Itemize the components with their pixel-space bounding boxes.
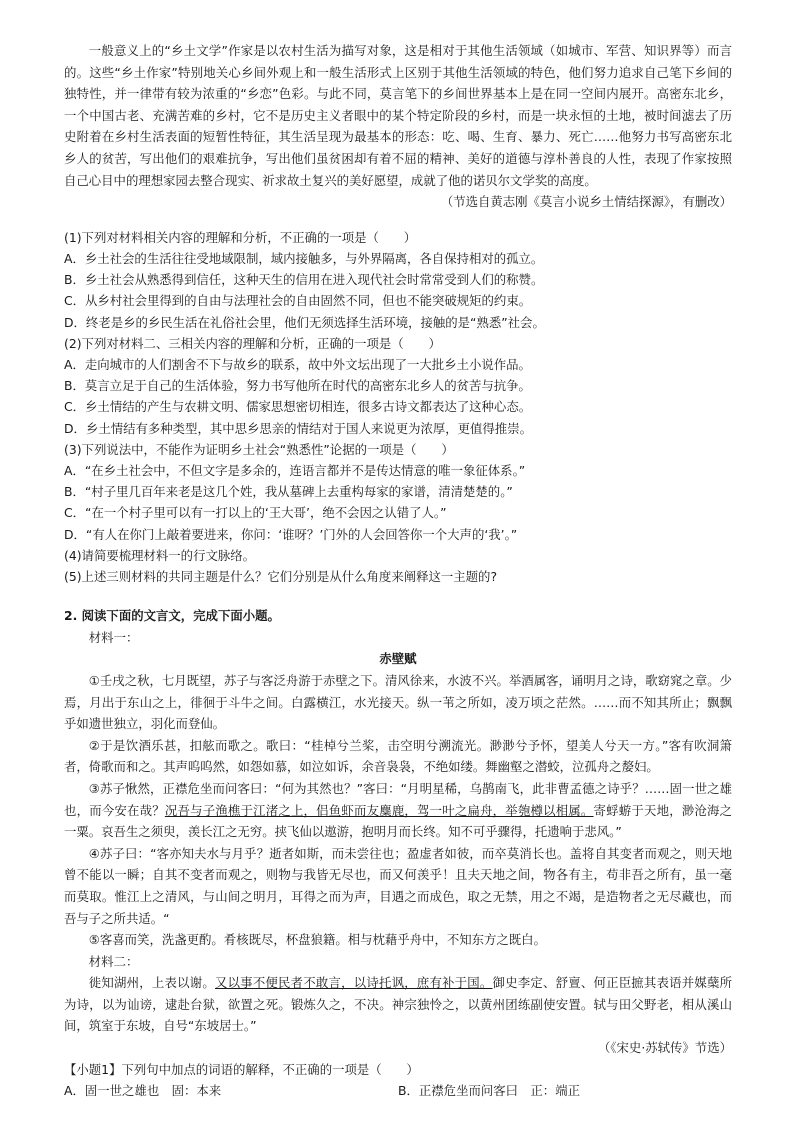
question-2: (2)下列对材料二、三相关内容的理解和分析，正确的一项是（ ） [64,335,441,351]
question-4: (4)请简要梳理材料一的行文脉络。 [64,547,256,563]
question-1: (1)下列对材料相关内容的理解和分析，不正确的一项是（ ） [64,229,417,245]
material2-after: 御史李定、舒亶、何正臣摭其表语并媒蘖所为诗，以为讪谤，逮赴台狱，欲置之死。锻炼久之，不决。神宗独怜之，以黄州团练副使安置。轼与田父野老，相从溪山间，筑室于东坡，自号“东坡居士。” [64,975,733,1034]
material2-underlined-sentence: 又以事不便民者不敢言，以诗托讽，庶有补于国。 [214,975,493,991]
subquestion-1-option-b: B．正襟危坐而问客曰 正：端正 [398,1082,580,1098]
question-3-option-c: C．“在一个村子里可以有一打以上的‘王大哥’，绝不会因之认错了人。” [64,505,447,521]
chibi-paragraph-2: ②于是饮酒乐甚，扣舷而歌之。歌曰：“桂棹兮兰桨，击空明兮溯流光。渺渺兮予怀，望美人兮天一方。”客有吹洞箫者，倚歌而和之。其声呜呜然，如怨如慕，如泣如诉，余音袅袅，不绝如缕。舞幽壑之潜蛟，泣孤舟之嫠妇。 [64,737,732,775]
question-3: (3)下列说法中，不能作为证明乡土社会“熟悉性”论据的一项是（ ） [64,441,454,457]
material-2-source: （《宋史·苏轼传》节选） [597,1040,732,1056]
question-2-option-b: B．莫言立足于自己的生活体验，努力书写他所在时代的高密东北乡人的贫苦与抗争。 [64,378,531,394]
subquestion-1: 【小题1】下列句中加点的词语的解释，不正确的一项是（ ） [64,1061,419,1077]
subquestion-1-option-a: A．固一世之雄也 固：本来 [64,1082,222,1098]
chibi-paragraph-3 [64,778,732,843]
para3-before: ③苏子愀然，正襟危坐而问客曰：“何为其然也？”客曰：“月明星稀，乌鹊南飞，此非曹孟德之诗乎？……固一世之雄也，而今安在哉？ [64,780,732,818]
material2-before: 徙知湖州，上表以谢。 [88,975,215,991]
para3-after: 寄蜉蝣于天地，渺沧海之一粟。哀吾生之须臾，羡长江之无穷。挟飞仙以遨游，抱明月而长终。知不可乎骤得，托遗响于悲风。” [64,802,733,840]
document-page [64,40,732,1101]
chibi-paragraph-5: ⑤客喜而笑，洗盏更酌。肴核既尽，杯盘狼籍。相与枕藉乎舟中，不知东方之既白。 [88,932,546,948]
chibi-paragraph-1: ①壬戌之秋，七月既望，苏子与客泛舟游于赤壁之下。清风徐来，水波不兴。举酒属客，诵明月之诗，歌窈窕之章。少焉，月出于东山之上，徘徊于斗牛之间。白露横江，水光接天。纵一苇之所如，凌万顷之茫然。……而不知其所止；飘飘乎如遗世独立，羽化而登仙。 [64,672,732,732]
question-2-option-c: C．乡土情结的产生与农耕文明、儒家思想密切相连，很多古诗文都表达了这种心态。 [64,399,532,415]
passage-1-source: （节选自黄志刚《莫言小说乡土情结探源》，有删改） [440,194,732,210]
question-2-option-d: D．乡土情结有多种类型，其中思乡思亲的情结对于国人来说更为浓厚，更值得推崇。 [64,420,532,436]
material-2-text [64,972,732,1037]
material-1-label: 材料一： [88,629,139,645]
poem-title: 赤壁赋 [379,651,417,667]
subquestion-1-options [64,1080,732,1102]
material-2-label: 材料二： [88,953,139,969]
question-2-option-a: A．走向城市的人们割舍不下与故乡的联系，故中外文坛出现了一大批乡土小说作品。 [64,356,531,372]
para3-underlined-sentence: 况吾与子渔樵于江渚之上，侣鱼虾而友麋鹿，驾一叶之扁舟，举匏樽以相属。 [164,802,594,818]
question-list [64,227,732,587]
question-1-option-a: A．乡土社会的生活往往受地域限制，域内接触多，与外界隔离，各自保持相对的孤立。 [64,250,544,266]
chibi-paragraph-4: ④苏子曰：“客亦知夫水与月乎？逝者如斯，而未尝往也；盈虚者如彼，而卒莫消长也。盖将自其变者而观之，则天地曾不能以一瞬；自其不变者而观之，则物与我皆无尽也，而又何羡乎！且夫天地之间，物各有主，苟非吾之所有，虽一毫而莫取。惟江上之清风，与山间之明月，耳得之而为声，目遇之而成色，取之无禁，用之不竭，是造物者之无尽藏也，而吾与子之所共适。“ [64,845,732,926]
question-5: (5)上述三则材料的共同主题是什么？它们分别是从什么角度来阐释这一主题的? [64,569,498,584]
question-1-option-d: D．终老是乡的乡民生活在礼俗社会里，他们无须选择生活环境，接触的是“熟悉”社会。 [64,314,545,330]
question-3-option-d: D．“有人在你门上敲着要进来，你问：‘谁呀？’门外的人会回答你一个大声的‘我’。” [64,526,518,542]
passage-1-text: 一般意义上的“乡土文学”作家是以农村生活为描写对象，这是相对于其他生活领域（如城市、军营、知识界等）而言的。这些“乡土作家”特别地关心乡间外观上和一般生活形式上区别于其他生活领域的特色，他们努力追求自己笔下乡间的独特性，并一律带有较为浓重的“乡恋”色彩。与此不同，莫言笔下的乡间世界基本上是在同一空间内展开。高密东北乡，一个中国古老、充满苦难的乡村，它不是历史主义者眼中的某个特定阶段的乡村，而是一块永恒的土地，被时间滤去了历史附着在乡村生活表面的短暂性特征，其生活呈现为最基本的形态：吃、喝、生育、暴力、死亡……他努力书写高密东北乡人的贫苦，写出他们的艰难抗争，写出他们虽贫困却有着不屈的精神、美好的道德与淳朴善良的人性，表现了作家按照自己心目中的理想家园去整合现实、祈求故土复兴的美好愿望，成就了他的诺贝尔文学奖的高度。 [64,43,732,188]
question-3-option-a: A．“在乡土社会中，不但文字是多余的，连语言都并不是传达情意的唯一象征体系。” [64,462,526,478]
question-1-option-c: C．从乡村社会里得到的自由与法理社会的自由固然不同，但也不能突破规矩的约束。 [64,293,532,309]
question-3-option-b: B．“村子里几百年来老是这几个姓，我从墓碑上去重构每家的家谱，清清楚楚的。” [64,484,513,500]
section-2-heading: 2. 阅读下面的文言文，完成下面小题。 [64,608,280,624]
question-1-option-b: B．乡土社会从熟悉得到信任，这种天生的信用在进入现代社会时常常受到人们的称赞。 [64,272,544,288]
